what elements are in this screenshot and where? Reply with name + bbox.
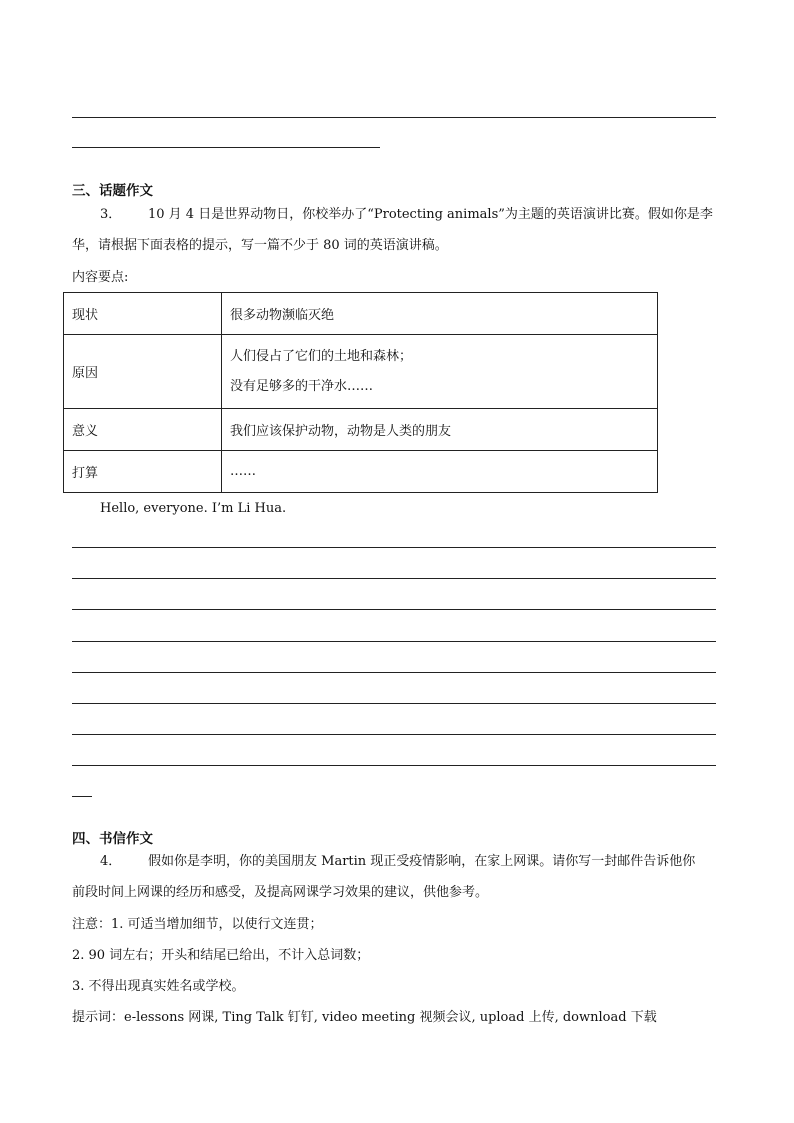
- table-value-line: 没有足够多的干净水……: [230, 378, 374, 394]
- table-value-line: 人们侵占了它们的土地和森林；: [230, 348, 413, 364]
- question-text-line: 华，请根据下面表格的提示，写一篇不少于 80 词的英语演讲稿。: [72, 238, 448, 253]
- writing-line: [72, 765, 716, 766]
- note-line: 2. 90 词左右；开头和结尾已给出，不计入总词数；: [72, 948, 370, 963]
- table-row: [64, 451, 658, 493]
- table-value-cell: [222, 335, 658, 409]
- writing-line-stub: [72, 796, 92, 797]
- writing-line: [72, 672, 716, 673]
- note-line: 注意：1. 可适当增加细节，以使行文连贯；: [72, 917, 323, 932]
- table-row: [64, 409, 658, 451]
- question-text-line: 假如你是李明，你的美国朋友 Martin 现正受疫情影响，在家上网课。请你写一封邮件告诉他你: [148, 854, 696, 869]
- question-text-line: 前段时间上网课的经历和感受，及提高网课学习效果的建议，供他参考。: [72, 885, 489, 900]
- hint-words: 提示词：e-lessons 网课, Ting Talk 钉钉, video meeting 视频会议, upload 上传, download 下载: [72, 1010, 657, 1025]
- table-value-cell: 我们应该保护动物，动物是人类的朋友: [222, 409, 658, 451]
- writing-line: [72, 547, 716, 548]
- answer-line-short: [72, 147, 380, 148]
- writing-line: [72, 578, 716, 579]
- content-points-table: [63, 292, 658, 493]
- table-key-cell: 原因: [64, 335, 222, 409]
- writing-line: [72, 641, 716, 642]
- writing-line: [72, 609, 716, 610]
- writing-line: [72, 703, 716, 704]
- question-number: 3．: [100, 207, 122, 222]
- table-key-cell: 打算: [64, 451, 222, 493]
- question-text-line: 10 月 4 日是世界动物日，你校举办了“Protecting animals”为主题的英语演讲比赛。假如你是李: [148, 207, 713, 222]
- table-key-cell: 意义: [64, 409, 222, 451]
- table-value-cell: 很多动物濒临灭绝: [222, 293, 658, 335]
- note-line: 3. 不得出现真实姓名或学校。: [72, 979, 245, 994]
- writing-line: [72, 734, 716, 735]
- points-label: 内容要点:: [72, 270, 129, 285]
- table-value-cell: ……: [222, 451, 658, 493]
- answer-line: [72, 117, 716, 118]
- table-row: [64, 335, 658, 409]
- table-key-cell: 现状: [64, 293, 222, 335]
- section-heading: 四、书信作文: [72, 831, 153, 847]
- table-row: [64, 293, 658, 335]
- question-number: 4．: [100, 854, 122, 869]
- section-heading: 三、话题作文: [72, 183, 153, 199]
- essay-opening: Hello, everyone. I’m Li Hua.: [100, 501, 287, 516]
